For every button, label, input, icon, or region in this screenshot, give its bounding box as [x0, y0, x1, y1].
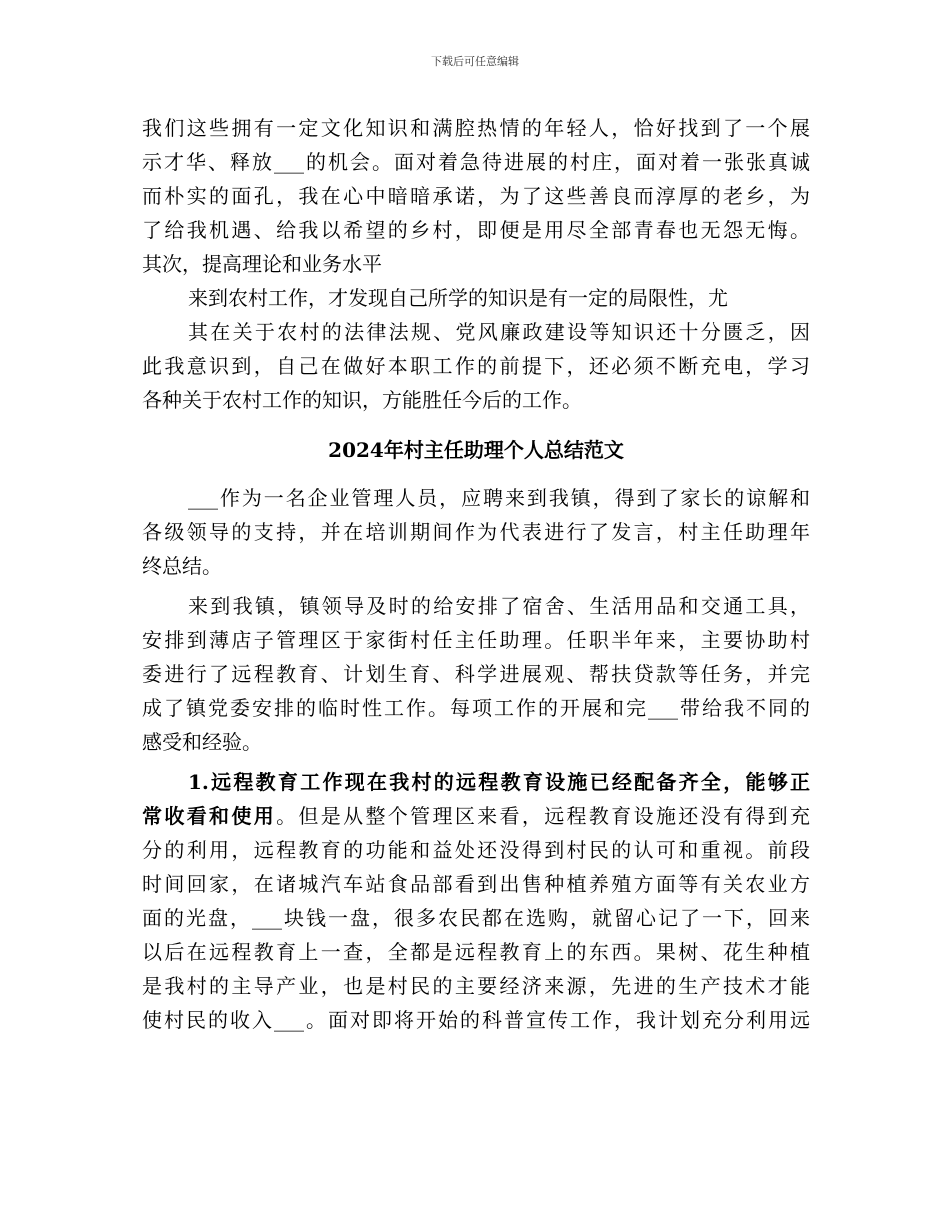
page-header: 下载后可任意编辑 [431, 55, 519, 68]
text-line: 其次，提高理论和业务水平 [142, 252, 382, 276]
text-line: 感受和经验。 [142, 730, 262, 754]
paragraph-remote-education [142, 765, 810, 1037]
text-line: 来到农村工作，才发现自己所学的知识是有一定的局限性，尤 [188, 286, 728, 310]
text-line: 其在关于农村的法律法规、党风廉政建设等知识还十分匮乏，因 [188, 320, 810, 344]
text-line: 各种关于农村工作的知识，方能胜任今后的工作。 [142, 388, 582, 412]
paragraph-theory [142, 281, 810, 417]
text-line: 分的利用，远程教育的功能和益处还没得到村民的认可和重视。前段 [142, 838, 810, 862]
text-line [142, 799, 810, 833]
text-line: 示才华、释放___的机会。面对着急待进展的村庄，面对着一张张真诚 [142, 150, 810, 174]
text-line: 面的光盘，___块钱一盘，很多农民都在选购，就留心记了一下，回来 [142, 906, 810, 930]
paragraph-appointment [142, 481, 810, 583]
bold-phrase: 常收看和使用 [142, 804, 277, 828]
text-line-bold: 1.远程教育工作现在我村的远程教育设施已经配备齐全，能够正 [188, 770, 810, 794]
text-line: 我们这些拥有一定文化知识和满腔热情的年轻人，恰好找到了一个展 [142, 116, 810, 140]
text-line: 成了镇党委安排的临时性工作。每项工作的开展和完___带给我不同的 [142, 696, 810, 720]
document-body [142, 111, 810, 1037]
text-line: 各级领导的支持，并在培训期间作为代表进行了发言，村主任助理年 [142, 520, 810, 544]
text-line: 委进行了远程教育、计划生育、科学进展观、帮扶贷款等任务，并完 [142, 662, 810, 686]
text-line: 以后在远程教育上一查，全都是远程教育上的东西。果树、花生种植 [142, 940, 810, 964]
text-line: 了给我机遇、给我以希望的乡村，即便是用尽全部青春也无怨无悔。 [142, 218, 810, 242]
text-line: 使村民的收入___。面对即将开始的科普宣传工作，我计划充分利用远 [142, 1008, 810, 1032]
paragraph-intro [142, 111, 810, 281]
text-line: 来到我镇，镇领导及时的给安排了宿舍、生活用品和交通工具， [188, 594, 810, 618]
text-line: 而朴实的面孔，我在心中暗暗承诺，为了这些善良而淳厚的老乡，为 [142, 184, 810, 208]
text-line: 终总结。 [142, 554, 222, 578]
text-line: 此我意识到，自己在做好本职工作的前提下，还必须不断充电，学习 [142, 354, 810, 378]
text-line: 安排到薄店子管理区于家街村任主任助理。任职半年来，主要协助村 [142, 628, 810, 652]
text-line: 是我村的主导产业，也是村民的主要经济来源，先进的生产技术才能 [142, 974, 810, 998]
text-line: 时间回家，在诸城汽车站食品部看到出售种植养殖方面等有关农业方 [142, 872, 810, 896]
paragraph-arrival [142, 589, 810, 759]
text-line: ___作为一名企业管理人员，应聘来到我镇，得到了家长的谅解和 [188, 486, 810, 510]
section-title: 2024年村主任助理个人总结范文 [328, 438, 624, 462]
text-span: 。但是从整个管理区来看，远程教育设施还没有得到充 [276, 804, 810, 828]
